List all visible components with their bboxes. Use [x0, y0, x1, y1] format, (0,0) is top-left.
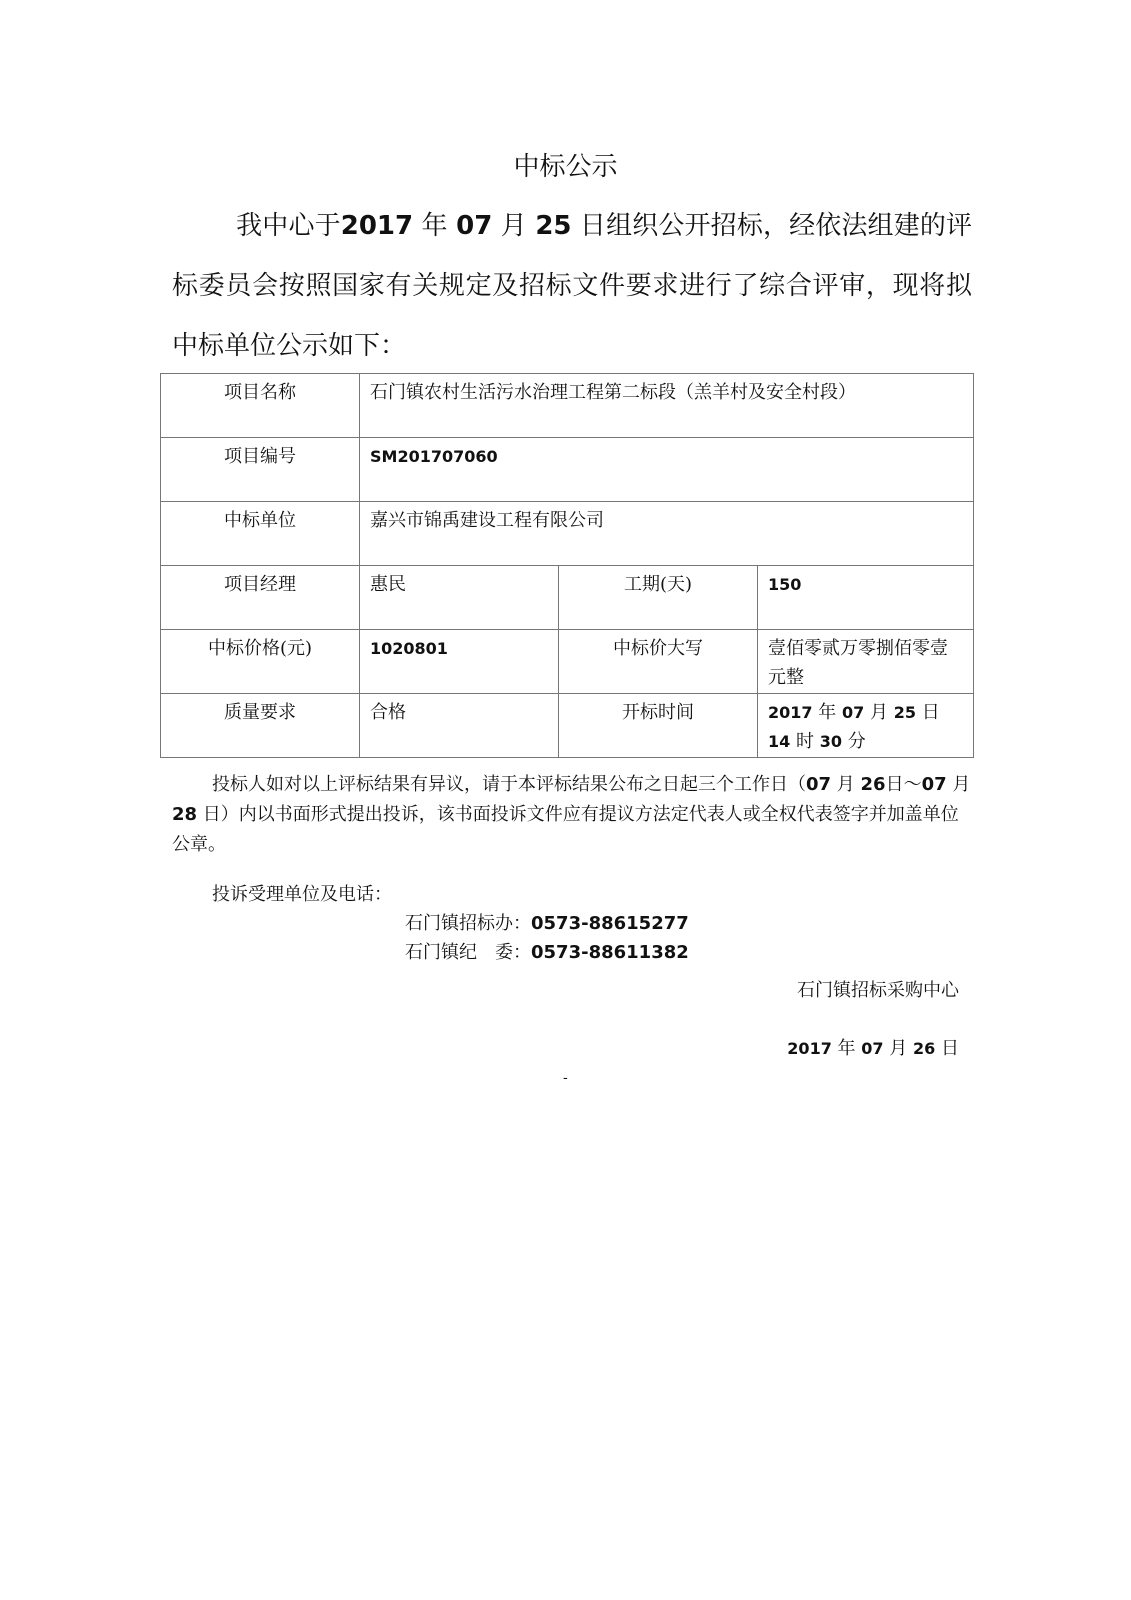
table-row [161, 630, 974, 694]
table-row [161, 694, 974, 758]
bid-price-value: 1020801 [360, 630, 559, 694]
winning-bidder-value: 嘉兴市锦禹建设工程有限公司 [360, 502, 974, 566]
contact-discipline-committee: 石门镇纪 委：0573-88611382 [405, 942, 689, 963]
project-name-label: 项目名称 [161, 374, 360, 438]
intro-paragraph: 我中心于2017 年 07 月 25 日组织公开招标，经依法组建的评标委员会按照国家有关规定及招标文件要求进行了综合评审，现将拟中标单位公示如下： [172, 211, 973, 361]
table-row [161, 438, 974, 502]
page-footer-mark: - [563, 1070, 568, 1086]
table-row [161, 374, 974, 438]
project-name-value: 石门镇农村生活污水治理工程第二标段（羔羊村及安全村段） [360, 374, 974, 438]
duration-label: 工期(天) [559, 566, 758, 630]
bid-price-label: 中标价格(元) [161, 630, 360, 694]
project-number-label: 项目编号 [161, 438, 360, 502]
issue-date: 2017 年 07 月 26 日 [787, 1038, 959, 1059]
contact-bidding-office: 石门镇招标办：0573-88615277 [405, 913, 689, 934]
award-info-table [160, 373, 974, 758]
quality-value: 合格 [360, 694, 559, 758]
issuing-organization: 石门镇招标采购中心 [797, 980, 959, 1001]
document-title: 中标公示 [513, 152, 618, 182]
quality-label: 质量要求 [161, 694, 360, 758]
project-number-value: SM201707060 [360, 438, 974, 502]
price-in-words-label: 中标价大写 [559, 630, 758, 694]
table-row [161, 566, 974, 630]
project-manager-value: 惠民 [360, 566, 559, 630]
duration-value: 150 [758, 566, 974, 630]
table-row [161, 502, 974, 566]
opening-time-label: 开标时间 [559, 694, 758, 758]
price-in-words-value: 壹佰零贰万零捌佰零壹元整 [758, 630, 974, 694]
objection-notice: 投标人如对以上评标结果有异议，请于本评标结果公布之日起三个工作日（07 月 26日～07 月 28 日）内以书面形式提出投诉，该书面投诉文件应有提议方法定代表人或全权代表签字并加盖单位公章。 [172, 774, 971, 855]
opening-time-value: 2017 年 07 月 25 日 14 时 30 分 [758, 694, 974, 758]
complaint-contacts-heading: 投诉受理单位及电话： [212, 884, 392, 905]
winning-bidder-label: 中标单位 [161, 502, 360, 566]
project-manager-label: 项目经理 [161, 566, 360, 630]
